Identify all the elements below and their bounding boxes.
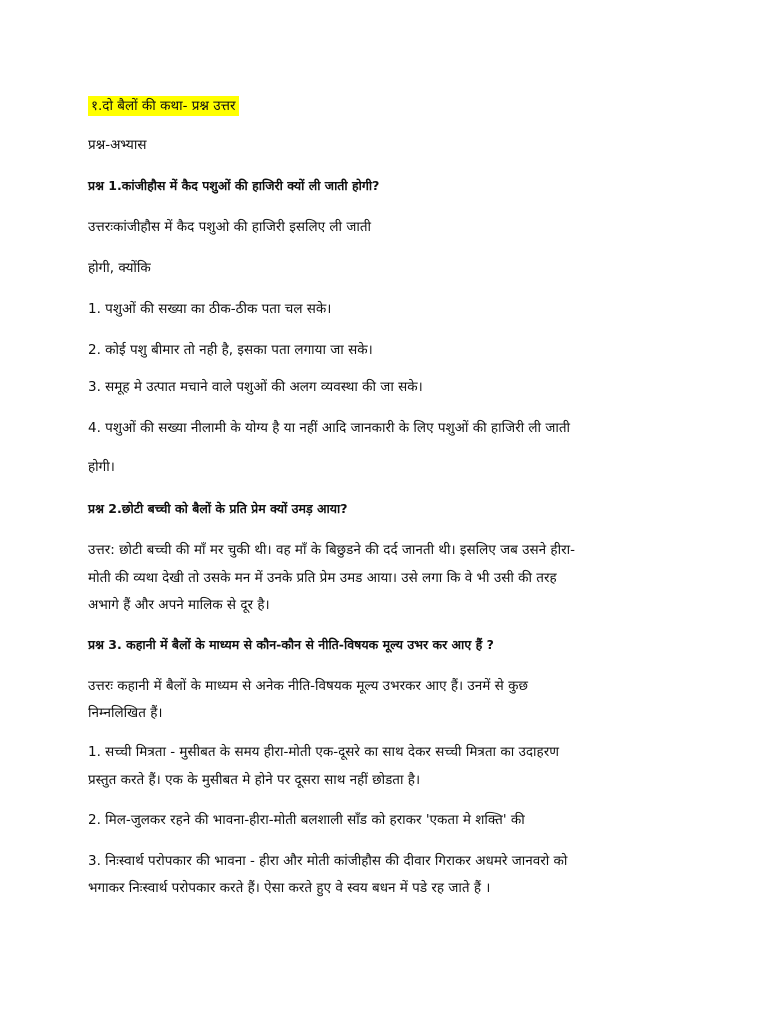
question-2: प्रश्न 2.छोटी बच्ची को बैलों के प्रति प्रेम क्यों उमड़ आया? (88, 501, 348, 516)
section-heading: प्रश्न-अभ्यास (88, 137, 147, 153)
answer-2-line: अभागे हैं और अपने मालिक से दूर है। (88, 597, 270, 613)
document-title (88, 97, 239, 115)
answer-3-point: 2. मिल-जुलकर रहने की भावना-हीरा-मोती बलशाली साँड को हराकर 'एकता मे शक्ति' की (88, 812, 525, 828)
question-3: प्रश्न 3. कहानी में बैलों के माध्यम से कौन-कौन से नीति-विषयक मूल्य उभर कर आए हैं ? (88, 637, 494, 652)
answer-1-line: उत्तरःकांजीहौस में कैद पशुओ की हाजिरी इसलिए ली जाती (88, 219, 372, 235)
answer-2-line: उत्तर: छोटी बच्ची की माँ मर चुकी थी। वह माँ के बिछुडने की दर्द जानती थी। इसलिए जब उसने हीरा- (88, 542, 575, 558)
answer-1-point: 1. पशुओं की सख्या का ठीक-ठीक पता चल सके। (88, 301, 332, 317)
answer-3-line: निम्नलिखित हैं। (88, 705, 163, 721)
answer-3-line: उत्तरः कहानी में बैलों के माध्यम से अनेक नीति-विषयक मूल्य उभरकर आए हैं। उनमें से कुछ (88, 678, 528, 694)
answer-1-point: 3. समूह मे उत्पात मचाने वाले पशुओं की अलग व्यवस्था की जा सके। (88, 379, 423, 395)
question-1: प्रश्न 1.कांजीहौस में कैद पशुओं की हाजिरी क्यों ली जाती होगी? (88, 178, 380, 193)
answer-1-point: 2. कोई पशु बीमार तो नही है, इसका पता लगाया जा सके। (88, 342, 373, 358)
answer-1-line: होगी। (88, 459, 115, 475)
answer-1-point: 4. पशुओं की सख्या नीलामी के योग्य है या नहीं आदि जानकारी के लिए पशुओं की हाजिरी ली जाती (88, 420, 571, 436)
answer-3-point: भगाकर निःस्वार्थ परोपकार करते हैं। ऐसा करते हुए वे स्वय बधन में पडे रह जाते हैं । (88, 880, 491, 896)
answer-3-point: प्रस्तुत करते हैं। एक के मुसीबत मे होने पर दूसरा साथ नहीं छोडता है। (88, 772, 421, 788)
answer-3-point: 1. सच्ची मित्रता - मुसीबत के समय हीरा-मोती एक-दूसरे का साथ देकर सच्ची मित्रता का उदाहरण (88, 744, 559, 760)
answer-2-line: मोती की व्यथा देखी तो उसके मन में उनके प्रति प्रेम उमड आया। उसे लगा कि वे भी उसी की तरह (88, 570, 557, 586)
answer-3-point: 3. निःस्वार्थ परोपकार की भावना - हीरा और मोती कांजीहौस की दीवार गिराकर अधमरे जानवरो को (88, 853, 568, 869)
title-highlight: १.दो बैलों की कथा- प्रश्न उत्तर (88, 96, 239, 116)
answer-1-line: होगी, क्योंकि (88, 260, 151, 276)
